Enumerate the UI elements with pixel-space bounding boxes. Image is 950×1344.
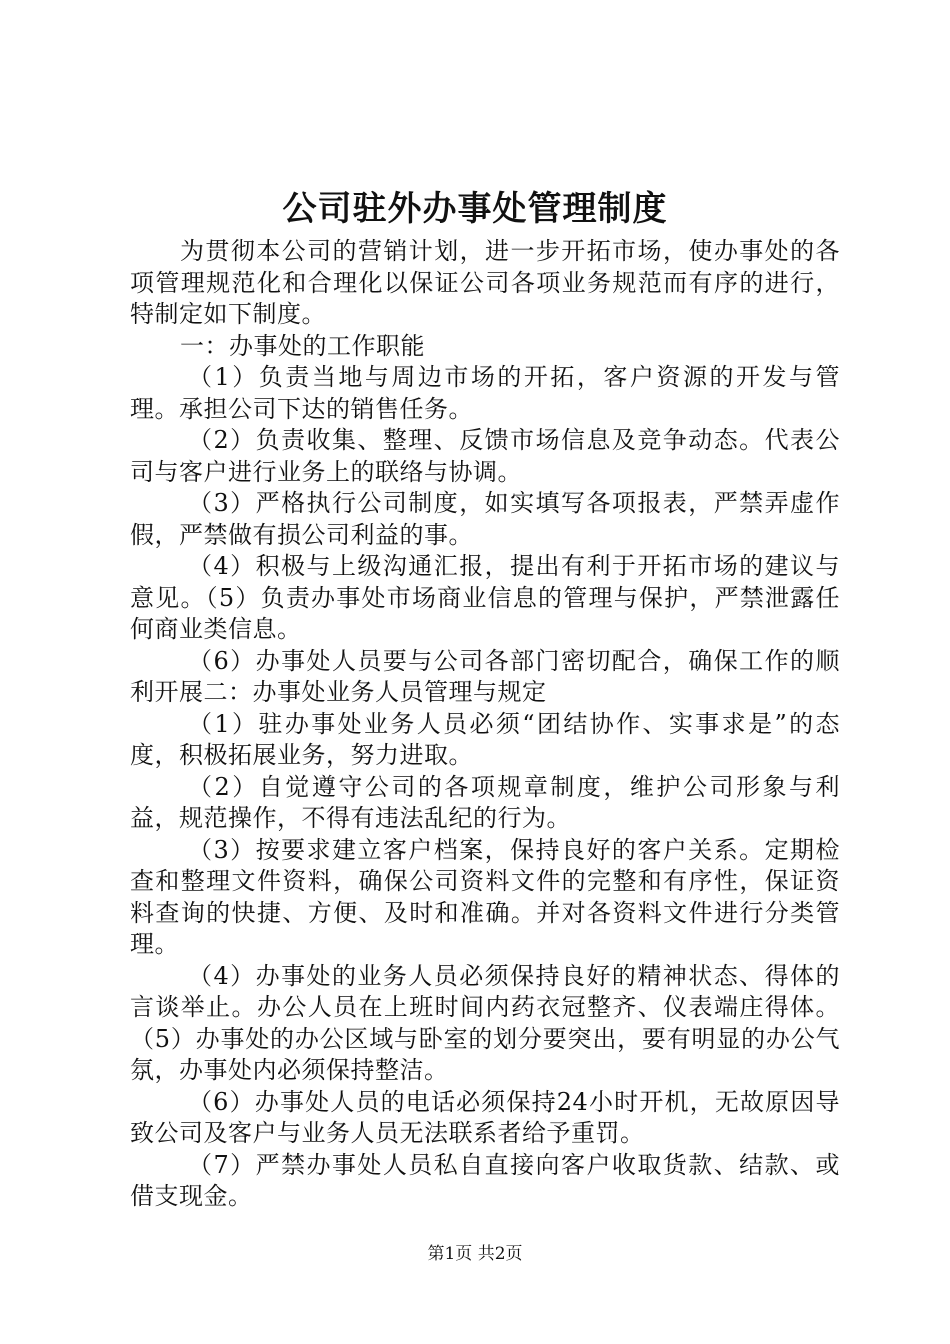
paragraph-intro: 为贯彻本公司的营销计划，进一步开拓市场，使办事处的各项管理规范化和合理化以保证公司各项业务规范而有序的进行，特制定如下制度。 [130, 237, 840, 328]
paragraph-item: （3）严格执行公司制度，如实填写各项报表，严禁弄虚作假，严禁做有损公司利益的事。 [130, 489, 840, 549]
document-body [130, 236, 840, 1213]
paragraph-item: （3）按要求建立客户档案，保持良好的客户关系。定期检查和整理文件资料，确保公司资料文件的完整和有序性，保证资料查询的快捷、方便、及时和准确。并对各资料文件进行分类管理。 [130, 835, 840, 958]
paragraph-item: （2）自觉遵守公司的各项规章制度，维护公司形象与利益，规范操作，不得有违法乱纪的行为。 [130, 772, 840, 832]
paragraph-item: （4）积极与上级沟通汇报，提出有利于开拓市场的建议与意见。（5）负责办事处市场商业信息的管理与保护，严禁泄露任何商业类信息。 [130, 552, 840, 643]
section-heading-1: 一：办事处的工作职能 [180, 331, 425, 360]
paragraph-item: （1）负责当地与周边市场的开拓，客户资源的开发与管理。承担公司下达的销售任务。 [130, 363, 840, 423]
paragraph-item: （4）办事处的业务人员必须保持良好的精神状态、得体的言谈举止。办公人员在上班时间内药衣冠整齐、仪表端庄得体。（5）办事处的办公区域与卧室的划分要突出，要有明显的办公气氛，办事处内必须保持整洁。 [130, 961, 840, 1084]
document-title: 公司驻外办事处管理制度 [282, 189, 668, 229]
page-footer: 第1页 共2页 [427, 1244, 523, 1264]
paragraph-item: （1）驻办事处业务人员必须“团结协作、实事求是”的态度，积极拓展业务，努力进取。 [130, 709, 840, 769]
paragraph-item: （6）办事处人员要与公司各部门密切配合，确保工作的顺利开展二：办事处业务人员管理与规定 [130, 646, 840, 706]
paragraph-item: （7）严禁办事处人员私自直接向客户收取货款、结款、或借支现金。 [130, 1150, 840, 1210]
paragraph-item: （2）负责收集、整理、反馈市场信息及竞争动态。代表公司与客户进行业务上的联络与协调。 [130, 426, 840, 486]
paragraph-item: （6）办事处人员的电话必须保持24小时开机，无故原因导致公司及客户与业务人员无法联系者给予重罚。 [130, 1087, 840, 1147]
